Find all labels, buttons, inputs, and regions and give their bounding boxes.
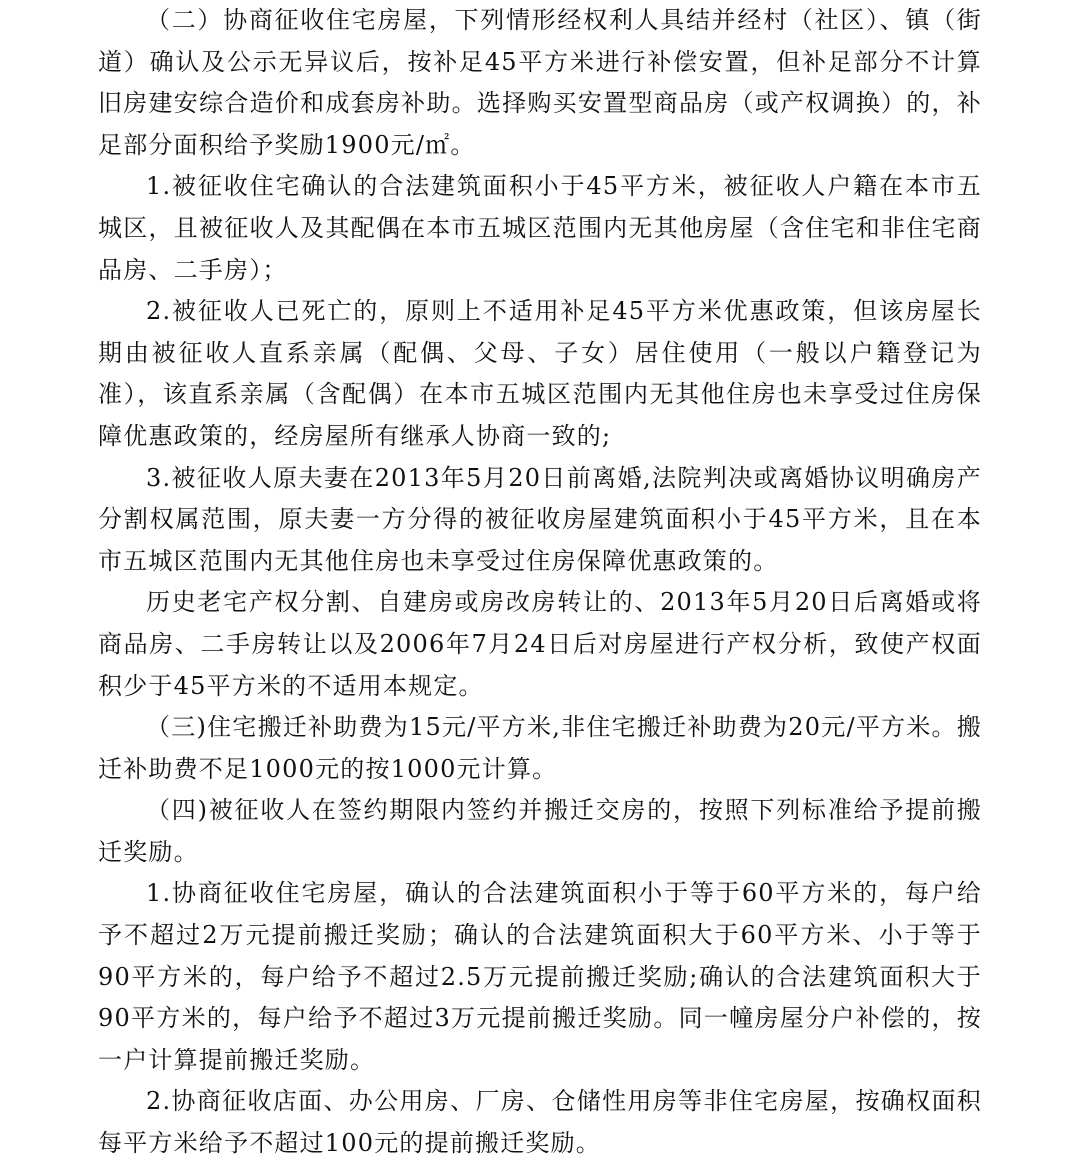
paragraph-item-2-housing-supplement: （二）协商征收住宅房屋，下列情形经权利人具结并经村（社区）、镇（街道）确认及公示无异议后，按补足45平方米进行补偿安置，但补足部分不计算旧房建安综合造价和成套房补助。选择购买安置型商品房（或产权调换）的，补足部分面积给予奖励1900元/㎡。	[98, 6, 982, 159]
paragraph-item-3-relocation-subsidy: （三)住宅搬迁补助费为15元/平方米,非住宅搬迁补助费为20元/平方米。搬迁补助费不足1000元的按1000元计算。	[98, 713, 982, 783]
paragraph-condition-1: 1.被征收住宅确认的合法建筑面积小于45平方米，被征收人户籍在本市五城区，且被征收人及其配偶在本市五城区范围内无其他房屋（含住宅和非住宅商品房、二手房）；	[98, 172, 982, 284]
paragraph-exclusions: 历史老宅产权分割、自建房或房改房转让的、2013年5月20日后离婚或将商品房、二手房转让以及2006年7月24日后对房屋进行产权分析，致使产权面积少于45平方米的不适用本规定。	[98, 588, 982, 700]
paragraph-condition-3: 3.被征收人原夫妻在2013年5月20日前离婚,法院判决或离婚协议明确房产分割权属范围，原夫妻一方分得的被征收房屋建筑面积小于45平方米，且在本市五城区范围内无其他住房也未享受过住房保障优惠政策的。	[98, 463, 982, 575]
paragraph-item-4-early-relocation-reward: （四)被征收人在签约期限内签约并搬迁交房的，按照下列标准给予提前搬迁奖励。	[98, 796, 982, 866]
paragraph-reward-residential: 1.协商征收住宅房屋，确认的合法建筑面积小于等于60平方米的，每户给予不超过2万元提前搬迁奖励；确认的合法建筑面积大于60平方米、小于等于90平方米的，每户给予不超过2.5万元提前搬迁奖励;确认的合法建筑面积大于90平方米的，每户给予不超过3万元提前搬迁奖励。同一幢房屋分户补偿的，按一户计算提前搬迁奖励。	[98, 879, 982, 1074]
document-page	[98, 0, 982, 1171]
paragraph-condition-2: 2.被征收人已死亡的，原则上不适用补足45平方米优惠政策，但该房屋长期由被征收人直系亲属（配偶、父母、子女）居住使用（一般以户籍登记为准），该直系亲属（含配偶）在本市五城区范围内无其他住房也未享受过住房保障优惠政策的，经房屋所有继承人协商一致的;	[98, 297, 982, 450]
paragraph-reward-non-residential: 2.协商征收店面、办公用房、厂房、仓储性用房等非住宅房屋，按确权面积每平方米给予不超过100元的提前搬迁奖励。	[98, 1087, 982, 1158]
